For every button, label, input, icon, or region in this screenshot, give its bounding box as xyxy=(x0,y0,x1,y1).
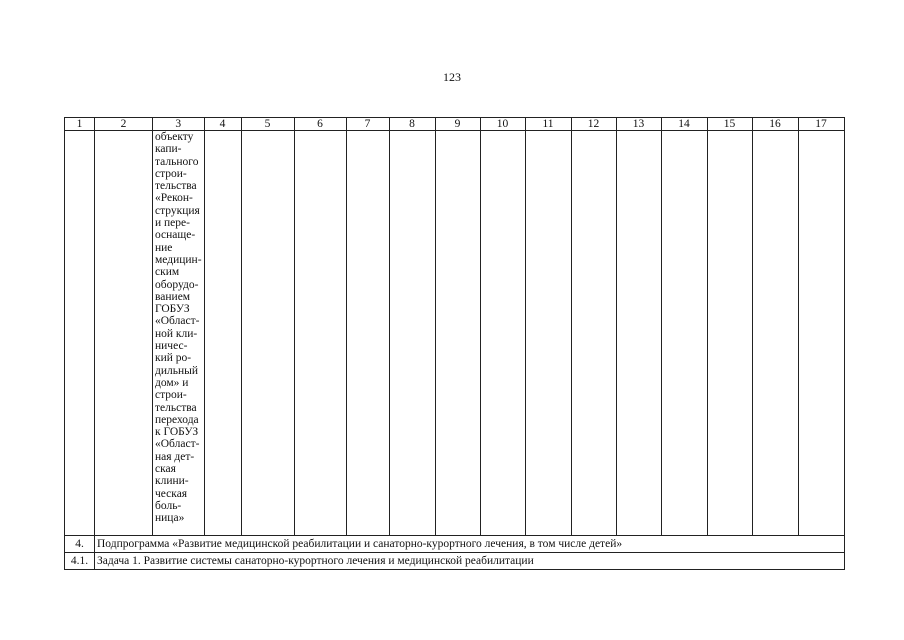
table-cell xyxy=(661,131,707,536)
table-cell xyxy=(616,131,661,536)
column-header: 4 xyxy=(204,118,241,131)
table-cell xyxy=(480,131,525,536)
table-cell xyxy=(294,131,346,536)
page-number: 123 xyxy=(443,70,461,84)
column-header: 8 xyxy=(389,118,435,131)
table-cell xyxy=(95,131,153,536)
subprogram-row xyxy=(65,536,845,553)
column-header: 14 xyxy=(661,118,707,131)
column-header: 11 xyxy=(525,118,571,131)
column-header: 7 xyxy=(346,118,389,131)
row-number: 4. xyxy=(65,536,95,553)
column-header: 6 xyxy=(294,118,346,131)
task-row xyxy=(65,553,845,570)
table-cell xyxy=(346,131,389,536)
row-number: 4.1. xyxy=(65,553,95,570)
column-header: 15 xyxy=(707,118,752,131)
table-cell xyxy=(65,131,95,536)
subprogram-title: Подпрограмма «Развитие медицинской реабилитации и санаторно-курортного лечения, в том числе детей» xyxy=(95,536,845,553)
table-cell xyxy=(798,131,844,536)
task-title: Задача 1. Развитие системы санаторно-курортного лечения и медицинской реабилитации xyxy=(95,553,845,570)
column-header: 12 xyxy=(571,118,616,131)
column-header: 1 xyxy=(65,118,95,131)
table-cell xyxy=(204,131,241,536)
column-header: 16 xyxy=(752,118,798,131)
column-header: 10 xyxy=(480,118,525,131)
table-cell xyxy=(389,131,435,536)
table-cell xyxy=(707,131,752,536)
table-row xyxy=(65,131,845,536)
table-cell xyxy=(752,131,798,536)
table-cell xyxy=(435,131,480,536)
column-header: 17 xyxy=(798,118,844,131)
column-header: 3 xyxy=(153,118,205,131)
column-header: 2 xyxy=(95,118,153,131)
program-table xyxy=(64,117,845,570)
description-cell: объекту капи- тального строи- тельства «Рекон- струкция и пере- оснаще- ние медицин- ским оборудо- ванием ГОБУЗ «Област- ной кли- ничес- кий ро- дильный дом» и строи- тельства перехода к ГОБУЗ «Област- ная дет- ская клини- ческая боль- ница» xyxy=(153,131,205,536)
header-row xyxy=(65,118,845,131)
table-cell xyxy=(241,131,294,536)
table-cell xyxy=(571,131,616,536)
column-header: 9 xyxy=(435,118,480,131)
column-header: 13 xyxy=(616,118,661,131)
column-header: 5 xyxy=(241,118,294,131)
table-cell xyxy=(525,131,571,536)
